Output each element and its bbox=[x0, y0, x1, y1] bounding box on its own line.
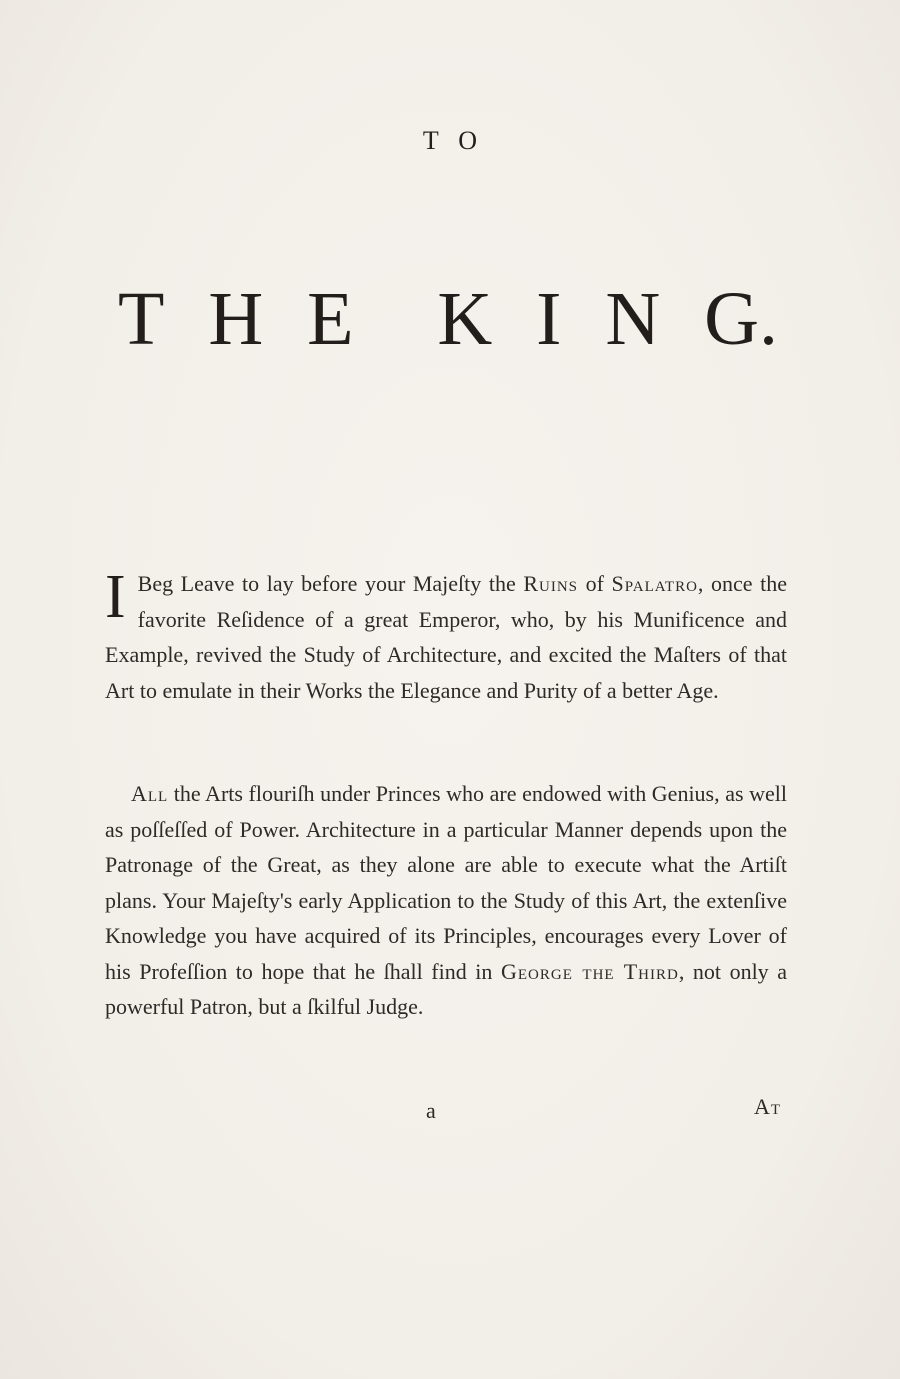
king-letter: E bbox=[307, 277, 354, 361]
heading-to: TO bbox=[422, 126, 498, 155]
king-letter: T bbox=[118, 277, 165, 361]
king-letter: H bbox=[208, 277, 264, 361]
p1-text-a: Beg Leave to lay before your Majeſty the bbox=[137, 571, 524, 596]
signature-mark: a bbox=[426, 1098, 436, 1123]
p1-text-c: , once the favorite Reſidence of a great Emperor, who, by his Munificence and Example, revived the Study of Architecture, and excited the Maſters of that Art to emulate in their Works the Elegance and Purity of a better Age. bbox=[105, 571, 788, 703]
p2-text-b: , not only a powerful Patron, but a ſkilful Judge. bbox=[105, 958, 788, 1019]
king-letter: N bbox=[605, 277, 661, 361]
p2-text-a: the Arts flouriſh under Princes who are endowed with Genius, as well as poſſeſſed of Power. Architecture in a particular Manner depends upon the Patronage of the Great, as they alone are able to execute what the Artiſt plans. Your Majeſty's early Application to the Study of this Art, the extenſive Knowledge you have acquired of its Principles, encourages every Lover of his Profeſſion to hope that he ſhall find in bbox=[105, 781, 787, 984]
p2-all: All bbox=[131, 781, 169, 806]
p2-george: George the Third bbox=[500, 958, 679, 984]
king-letter: I bbox=[536, 277, 562, 361]
drop-cap: I bbox=[105, 563, 126, 631]
king-letter: G. bbox=[704, 277, 778, 361]
p1-spalatro: Spalatro bbox=[611, 571, 698, 596]
heading-the-king bbox=[118, 276, 778, 363]
p1-text-b: of bbox=[578, 571, 612, 596]
paragraph-arts bbox=[105, 776, 787, 1025]
p1-ruins: Ruins bbox=[523, 571, 579, 596]
catchword: At bbox=[754, 1094, 782, 1119]
king-letter: K bbox=[437, 277, 493, 361]
paragraph-dedication bbox=[105, 563, 788, 708]
